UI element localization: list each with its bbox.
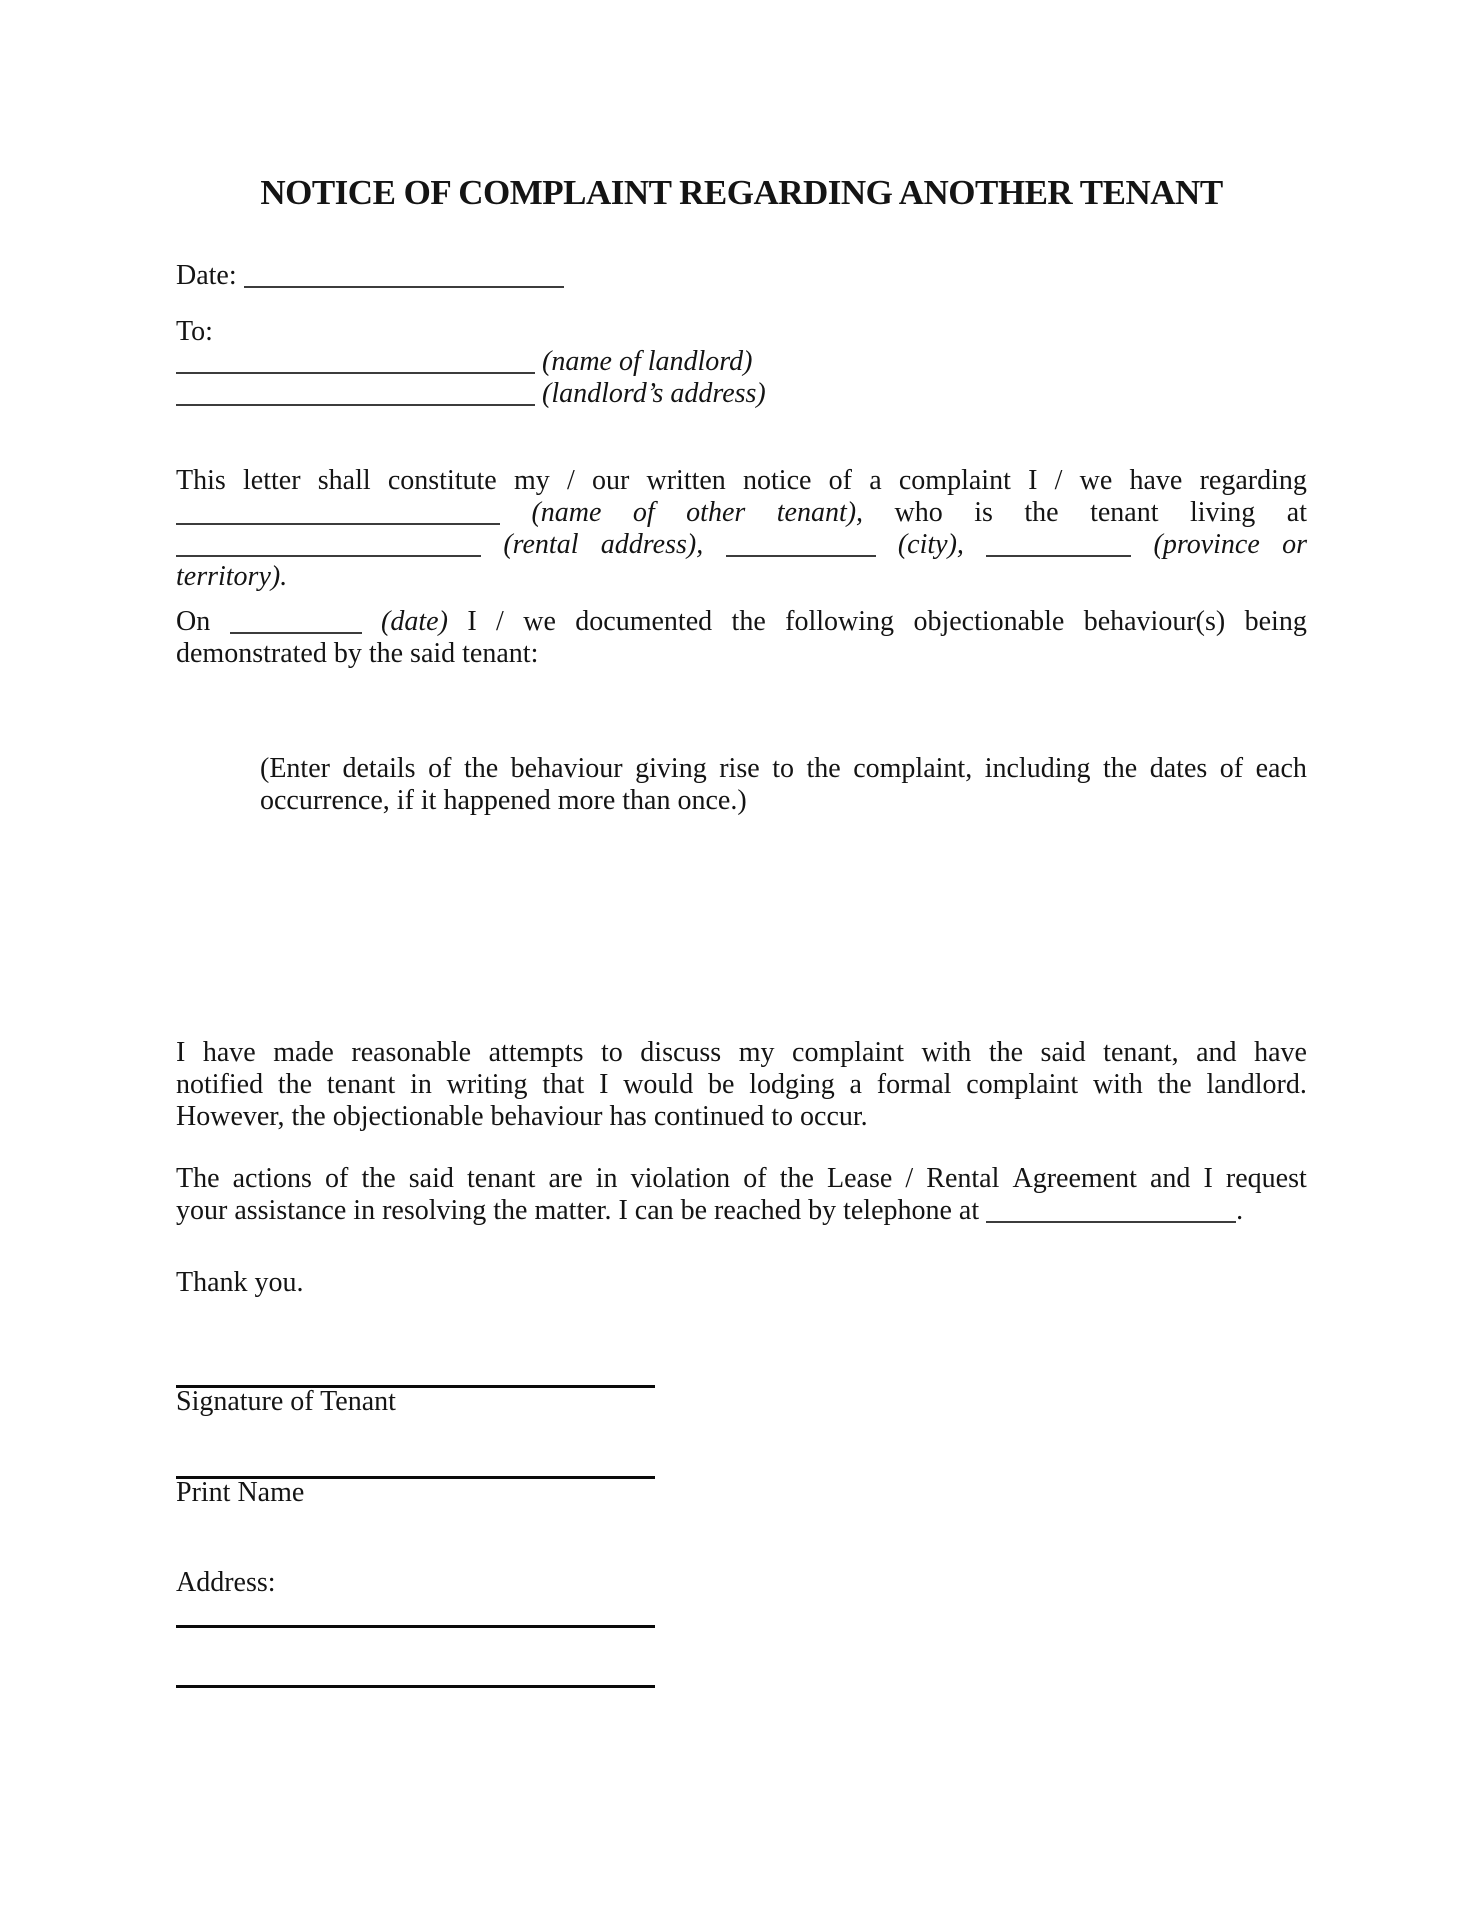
body-word: landlord. (1206, 1069, 1307, 1100)
details-instruction-line-1 (260, 753, 1307, 785)
body-word: the (277, 1069, 313, 1100)
body-word: Lease (827, 1163, 893, 1194)
body-word: who (894, 497, 943, 528)
body-text: demonstrated by the said tenant: (176, 638, 539, 669)
body-word: regarding (1199, 465, 1307, 496)
date-line (176, 260, 1307, 292)
body-word: said (1040, 1037, 1086, 1068)
print-name-line (176, 1476, 655, 1479)
body-word: details (342, 753, 416, 784)
body-text: To: (176, 316, 213, 347)
hint-word: or (1282, 529, 1307, 560)
intro-paragraph-line-3 (176, 529, 1307, 561)
body-word: the (1157, 1069, 1192, 1100)
body-word: discuss (640, 1037, 722, 1068)
body-word: the (1024, 497, 1059, 528)
blank-field (726, 541, 876, 557)
body-word: to (601, 1037, 623, 1068)
hint-word: (city), (897, 529, 964, 560)
details-instruction-line-2 (260, 785, 1307, 817)
body-word: said (408, 1163, 454, 1194)
body-word: made (273, 1037, 334, 1068)
body-text: However, the objectionable behaviour has continued to occur. (176, 1101, 868, 1132)
signature-line (176, 1385, 655, 1388)
body-word: the (361, 1163, 396, 1194)
body-word: tenant (1090, 497, 1159, 528)
body-word: lodging (749, 1069, 835, 1100)
body-word: I (467, 606, 477, 637)
incident-paragraph-line-1 (176, 606, 1307, 638)
hint-word: other (686, 497, 746, 528)
body-word: / (566, 465, 575, 496)
body-word: attempts (488, 1037, 584, 1068)
hint-text: (name of landlord) (542, 346, 753, 377)
body-word: documented (575, 606, 713, 637)
body-word: On (176, 606, 211, 637)
body-word: constitute (387, 465, 497, 496)
hint-word: (date) (381, 606, 448, 637)
blank-field (176, 541, 481, 557)
body-word: the (731, 606, 766, 637)
body-word: and (1196, 1037, 1237, 1068)
body-word: the (988, 1037, 1024, 1068)
attempts-paragraph-line-3 (176, 1101, 1307, 1133)
blank-field (176, 509, 500, 525)
body-word: we (523, 606, 556, 637)
blank-field (176, 358, 535, 374)
to-label-line (176, 316, 1307, 348)
blank-field (176, 390, 535, 406)
body-word: my (738, 1037, 775, 1068)
body-word: in (595, 1163, 618, 1194)
blank-field (986, 1207, 1236, 1223)
body-word: written (646, 465, 726, 496)
body-text: Signature of Tenant (176, 1386, 396, 1417)
hint-text: territory). (176, 561, 288, 592)
body-word: the (779, 1163, 814, 1194)
body-word: I (1028, 465, 1038, 496)
body-text: Print Name (176, 1477, 305, 1508)
body-word: have (1129, 465, 1183, 496)
body-text: your assistance in resolving the matter. I can be reached by telephone at (176, 1195, 980, 1226)
body-word: complaint (792, 1037, 904, 1068)
body-word: tenant, (1103, 1037, 1179, 1068)
body-word: behaviour (510, 753, 623, 784)
hint-word: (province (1153, 529, 1260, 560)
body-word: request (1225, 1163, 1307, 1194)
body-word: have (202, 1037, 256, 1068)
hint-word: (name (531, 497, 602, 528)
body-word: writing (446, 1069, 528, 1100)
blank-field (230, 618, 362, 634)
body-word: with (1092, 1069, 1143, 1100)
body-word: tenant (326, 1069, 396, 1100)
landlord-name-line (176, 346, 1307, 378)
body-word: dates (1149, 753, 1208, 784)
body-word: objectionable (913, 606, 1065, 637)
body-word: / (905, 1163, 914, 1194)
body-word: I (599, 1069, 609, 1100)
hint-word: address), (600, 529, 704, 560)
body-word: is (974, 497, 993, 528)
landlord-address-line (176, 378, 1307, 410)
body-word: of (828, 465, 852, 496)
blank-field (986, 541, 1131, 557)
body-word: of (428, 753, 452, 784)
body-word: letter (243, 465, 301, 496)
blank-field (244, 272, 564, 288)
body-word: being (1244, 606, 1307, 637)
body-word: (Enter (260, 753, 330, 784)
address-line-2 (176, 1685, 655, 1688)
document-title: NOTICE OF COMPLAINT REGARDING ANOTHER TENANT (260, 173, 1223, 212)
body-text: . (1236, 1195, 1244, 1226)
body-word: including (984, 753, 1091, 784)
body-word: rise (719, 753, 760, 784)
body-word: to (772, 753, 794, 784)
body-word: be (707, 1069, 735, 1100)
body-word: I (1203, 1163, 1213, 1194)
body-word: The (176, 1163, 220, 1194)
body-word: formal (876, 1069, 952, 1100)
body-word: the (1103, 753, 1138, 784)
body-word: with (921, 1037, 972, 1068)
body-word: the (806, 753, 841, 784)
body-word: / (496, 606, 504, 637)
body-word: of (1219, 753, 1244, 784)
body-word: shall (317, 465, 371, 496)
body-word: Rental (926, 1163, 1000, 1194)
body-word: each (1255, 753, 1307, 784)
body-text: Address: (176, 1567, 276, 1598)
hint-word: of (632, 497, 655, 528)
body-word: violation (630, 1163, 731, 1194)
body-text: occurrence, if it happened more than once.) (260, 785, 747, 816)
body-word: notice (743, 465, 812, 496)
attempts-paragraph-line-2 (176, 1069, 1307, 1101)
body-word: / (1054, 465, 1063, 496)
print-name-label-line (176, 1477, 1307, 1509)
body-word: Agreement (1012, 1163, 1137, 1194)
address-line-1 (176, 1625, 655, 1628)
body-word: a (849, 1069, 862, 1100)
body-word: complaint (898, 465, 1011, 496)
body-word: have (1254, 1037, 1307, 1068)
body-word: would (623, 1069, 694, 1100)
body-word: complaint, (853, 753, 973, 784)
body-word: at (1286, 497, 1307, 528)
body-word: tenant (466, 1163, 536, 1194)
body-word: actions (232, 1163, 312, 1194)
address-label-line (176, 1567, 1307, 1599)
body-word: giving (635, 753, 707, 784)
body-word: notified (176, 1069, 264, 1100)
violation-paragraph-line-1 (176, 1163, 1307, 1195)
intro-paragraph-line-4 (176, 561, 1307, 593)
body-word: following (785, 606, 895, 637)
body-word: of (325, 1163, 349, 1194)
body-word: that (542, 1069, 585, 1100)
body-word: our (591, 465, 630, 496)
body-word: complaint (966, 1069, 1079, 1100)
attempts-paragraph-line-1 (176, 1037, 1307, 1069)
body-word: we (1079, 465, 1113, 496)
violation-paragraph-line-2 (176, 1195, 1307, 1227)
body-text: Date: (176, 260, 237, 291)
body-word: behaviour(s) (1083, 606, 1226, 637)
hint-text: (landlord’s address) (542, 378, 766, 409)
intro-paragraph-line-2 (176, 497, 1307, 529)
hint-word: (rental (503, 529, 579, 560)
body-word: my (513, 465, 550, 496)
body-word: of (743, 1163, 767, 1194)
intro-paragraph-line-1 (176, 465, 1307, 497)
hint-word: tenant), (776, 497, 864, 528)
body-text: Thank you. (176, 1267, 304, 1298)
body-word: are (548, 1163, 583, 1194)
body-word: living (1189, 497, 1256, 528)
body-word: reasonable (351, 1037, 472, 1068)
thank-you-line (176, 1267, 1307, 1299)
body-word: in (410, 1069, 432, 1100)
body-word: and (1149, 1163, 1191, 1194)
body-word: This (176, 465, 226, 496)
body-word: I (176, 1037, 186, 1068)
signature-label-line (176, 1386, 1307, 1418)
body-word: a (869, 465, 882, 496)
incident-paragraph-line-2 (176, 638, 1307, 670)
body-word: the (463, 753, 499, 784)
